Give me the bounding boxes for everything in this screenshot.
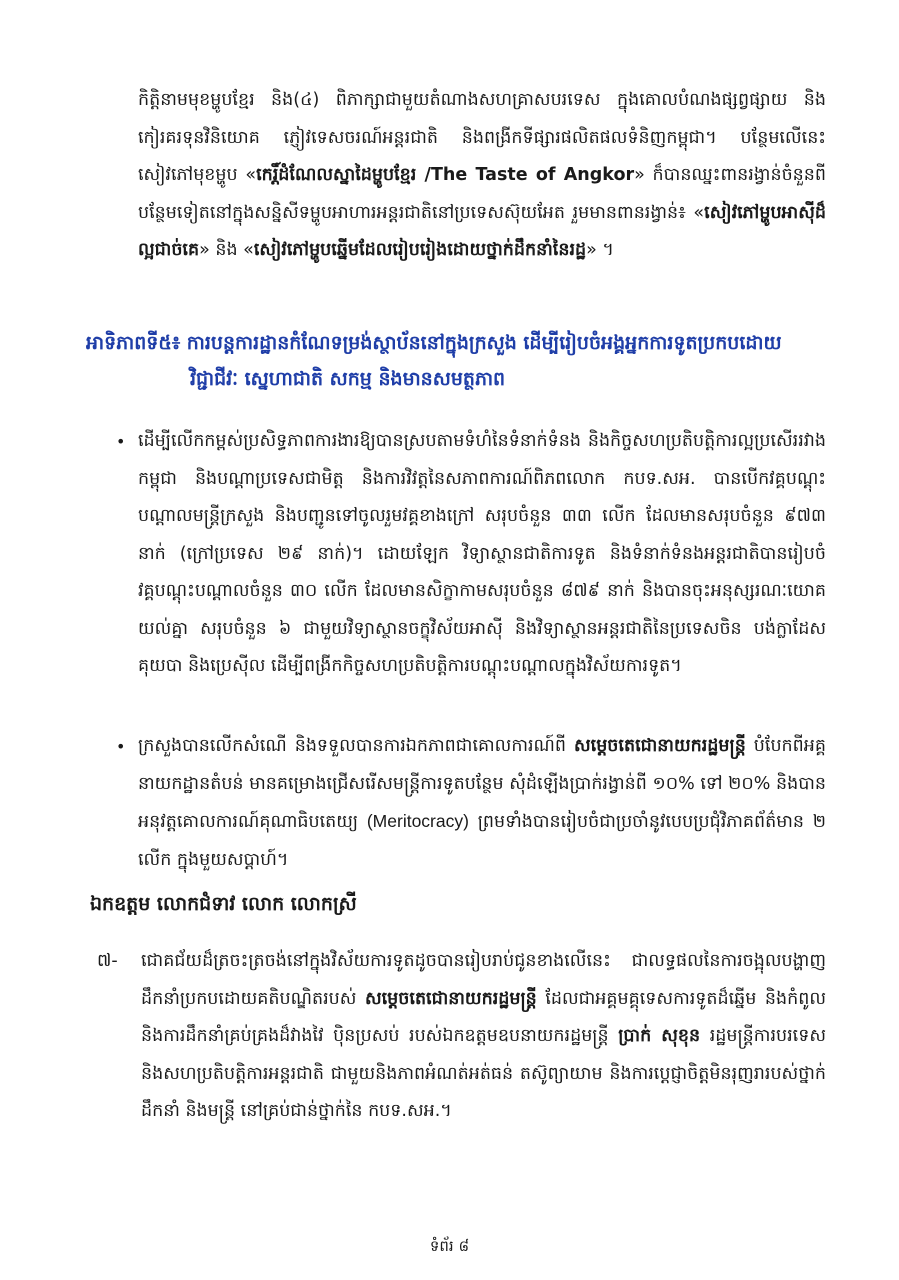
bullet2-text-1: ក្រសួងបានលើកសំណើ និងទទួលបានការឯកភាពជាគោលការណ៍ពី	[138, 736, 574, 756]
intro-text-2: » ក៏បានឈ្នះពានរង្វាន់ចំនួនពីបន្ថែមទៀតនៅក្នុងសន្និសីទម្ហូបអាហារអន្តរជាតិនៅប្រទេសស៊ុយអែត រួមមានពានរង្វាន់៖ «	[138, 165, 827, 223]
paragraph-number: ៧-	[97, 951, 118, 971]
list-item	[116, 728, 826, 879]
numbered-text-1: ជោគជ័យដ៏ត្រចះត្រចង់នៅក្នុងវិស័យការទូតដូចបានរៀបរាប់ជូនខាងលើនេះ ជាលទ្ធផលនៃការចង្អុលបង្ហាញដឹកនាំប្រកបដោយគតិបណ្ឌិតរបស់	[141, 951, 826, 1009]
address-line: ឯកឧត្តម លោកជំទាវ លោក លោកស្រី	[90, 893, 357, 915]
section-heading	[86, 325, 826, 397]
book-title-best-asian: សៀវភៅម្ហូបអាស៊ីដ៏ល្អជាច់គេ	[138, 202, 826, 260]
list-item	[116, 423, 826, 686]
bullet-icon: •	[116, 432, 126, 451]
numbered-text	[141, 943, 826, 1131]
bullet-icon: •	[116, 737, 126, 756]
section-heading-line-1: អាទិភាពទី៥៖ ការបន្តការដ្ឋានកំណែទម្រង់ស្ថាប័ននៅក្នុងក្រសួង ដើម្បីរៀបចំអង្គអ្នកការទូតប្រកបដោយ	[86, 332, 782, 354]
book-title-leaders-cookbook: សៀវភៅម្ហូបឆ្នើមដែលរៀបរៀងដោយថ្នាក់ដឹកនាំនៃរដ្ឋ	[253, 240, 587, 260]
section-heading-line-2: វិជ្ជាជីវៈ ស្នេហាជាតិ សកម្ម និងមានសមត្ថភាព	[190, 368, 506, 390]
numbered-text-3: រដ្ឋមន្ត្រីការបរទេស និងសហប្រតិបត្តិការអន្តរជាតិ ជាមួយនិងភាពអំណត់អត់ធន់ តស៊ូព្យាយាម និងការប្តេជ្ញាចិត្តមិនរុញរារបស់ថ្នាក់ដឹកនាំ និងមន្ត្រី នៅគ្រប់ជាន់ថ្នាក់នៃ កបទ.សអ.។	[141, 1026, 826, 1121]
bullet2-text-2: បំបែកពីអគ្គនាយកដ្ឋានតំបន់ មានគម្រោងជ្រើសរើសមន្ត្រីការទូតបន្ថែម សុំដំឡើងប្រាក់រង្វាន់ពី ១០% ទៅ ២០% និងបានអនុវត្តគោលការណ៍គុណាធិបតេយ្យ	[138, 736, 826, 832]
meritocracy-term: (Meritocracy)	[366, 811, 469, 831]
intro-text-1: កិត្តិនាមមុខម្ហូបខ្មែរ និង(៤) ពិភាក្សាជាមួយតំណាងសហគ្រាសបរទេស ក្នុងគោលបំណងផ្សព្វផ្សាយ និងកៀរគរទុនវិនិយោគ ភ្ញៀវទេសចរណ៍អន្តរជាតិ និងពង្រីកទីផ្សារផលិតផលទំនិញកម្ពុជា។ បន្ថែមលើនេះ សៀវភៅមុខម្ហូប «	[138, 90, 826, 185]
numbered-text-2: ដែលជាអគ្គមគ្គុទេសការទូតដ៏ឆ្នើម និងកំពូល និងការដឹកនាំគ្រប់គ្រងដ៏វាងវៃ ប៉ិនប្រសប់ របស់ឯកឧត្តមឧបនាយករដ្ឋមន្ត្រី	[141, 988, 827, 1046]
intro-paragraph	[138, 82, 826, 270]
intro-text-3: » និង «	[199, 240, 254, 260]
book-title-taste-of-angkor: កេរ្តិ៍ដំណែលស្នាដៃម្ហូបខ្មែរ /The Taste of Angkor	[256, 165, 635, 185]
intro-text-4: » ។	[586, 240, 614, 260]
prime-minister-title: សម្តេចតេជោនាយករដ្ឋមន្ត្រី	[573, 736, 746, 756]
bullet-text-ministry	[138, 728, 826, 879]
prime-minister-title: សម្តេចតេជោនាយករដ្ឋមន្ត្រី	[364, 988, 537, 1009]
minister-name: ប្រាក់ សុខុន	[618, 1026, 701, 1046]
page-number: ទំព័រ ៨	[429, 1237, 470, 1255]
numbered-paragraph	[97, 943, 826, 1131]
bullet2-text-3: ព្រមទាំងបានរៀបចំជាប្រចាំនូវបេបប្រជុំវិភាគព័ត៌មាន ២ លើក ក្នុងមួយសប្តាហ៍។	[138, 812, 826, 870]
bullet-text-training: ដើម្បីលើកកម្ពស់ប្រសិទ្ធភាពការងារឱ្យបានស្របតាមទំហំនៃទំនាក់ទំនង និងកិច្ចសហប្រតិបត្តិការល្អប្រសើររវាងកម្ពុជា និងបណ្តាប្រទេសជាមិត្ត និងការវិវត្តនៃសភាពការណ៍ពិភពលោក កបទ.សអ. បានបើកវគ្គបណ្តុះបណ្តាលមន្ត្រីក្រសួង និងបញ្ជូនទៅចូលរួមវគ្គខាងក្រៅ សរុបចំនួន ៣៣ លើក ដែលមានសរុបចំនួន ៩៧៣ នាក់ (ក្រៅប្រទេស ២៩ នាក់)។ ដោយឡែក វិទ្យាស្ថានជាតិការទូត និងទំនាក់ទំនងអន្តរជាតិបានរៀបចំវគ្គបណ្តុះបណ្តាលចំនួន ៣០ លើក ដែលមានសិក្ខាកាមសរុបចំនួន ៨៧៩ នាក់ និងបានចុះអនុស្សរណៈយោគយល់គ្នា សរុបចំនួន ៦ ជាមួយវិទ្យាស្ថានចក្ខុវិស័យអាស៊ី និងវិទ្យាស្ថានអន្តរជាតិនៃប្រទេសចិន បង់ក្លាដែស គុយបា និងប្រេស៊ីល ដើម្បីពង្រីកកិច្ចសហប្រតិបត្តិការបណ្តុះបណ្តាលក្នុងវិស័យការទូត។	[138, 431, 826, 676]
